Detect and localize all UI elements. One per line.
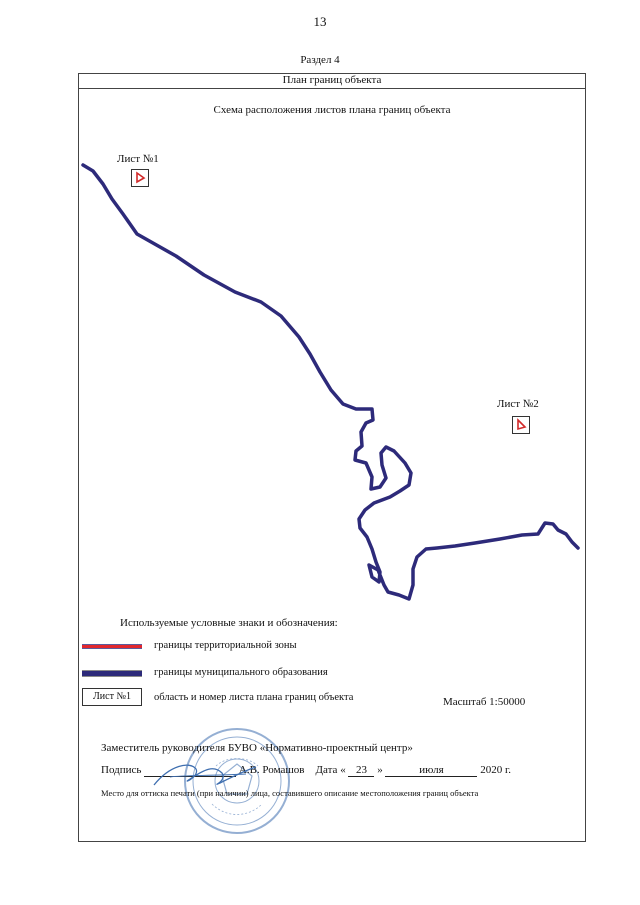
sheet-1-marker[interactable] bbox=[131, 169, 149, 187]
signatory-position: Заместитель руководителя БУВО «Нормативно-проектный центр» bbox=[101, 742, 413, 754]
signatory-name: А.В. Ромашов bbox=[238, 764, 305, 776]
scheme-title: Схема расположения листов плана границ объекта bbox=[213, 104, 451, 116]
legend-red-line-symbol bbox=[82, 644, 142, 649]
map-scale: Масштаб 1:50000 bbox=[443, 696, 526, 708]
legend-item-municipal-boundary: границы муниципального образования bbox=[154, 667, 328, 678]
plan-title: План границ объекта bbox=[78, 73, 586, 89]
stamp-place-note: Место для оттиска печати (при наличии) лица, составившего описание местоположения границ объекта bbox=[101, 788, 479, 798]
page-number: 13 bbox=[313, 14, 327, 29]
sheet-2-label: Лист №2 bbox=[497, 398, 539, 410]
sign-label: Подпись bbox=[101, 764, 142, 776]
sheet-2-marker[interactable] bbox=[512, 416, 530, 434]
date-month: июля bbox=[385, 764, 477, 777]
date-separator: » bbox=[377, 764, 383, 776]
legend-title: Используемые условные знаки и обозначения: bbox=[120, 617, 338, 629]
triangle-marker-icon bbox=[132, 170, 148, 186]
legend-sheet-box: Лист №1 bbox=[82, 688, 142, 706]
legend-item-territorial-zone: границы территориальной зоны bbox=[154, 640, 297, 651]
triangle-marker-icon bbox=[513, 417, 529, 433]
date-day: 23 bbox=[348, 764, 374, 777]
sheet-1-label: Лист №1 bbox=[117, 153, 159, 165]
legend-blue-line-symbol bbox=[82, 670, 142, 677]
section-title: Раздел 4 bbox=[300, 54, 340, 66]
legend-item-sheet-area: область и номер листа плана границ объекта bbox=[154, 692, 354, 703]
municipal-boundary-line bbox=[83, 165, 578, 599]
date-year: 2020 г. bbox=[480, 764, 511, 776]
date-label: Дата « bbox=[315, 764, 346, 776]
